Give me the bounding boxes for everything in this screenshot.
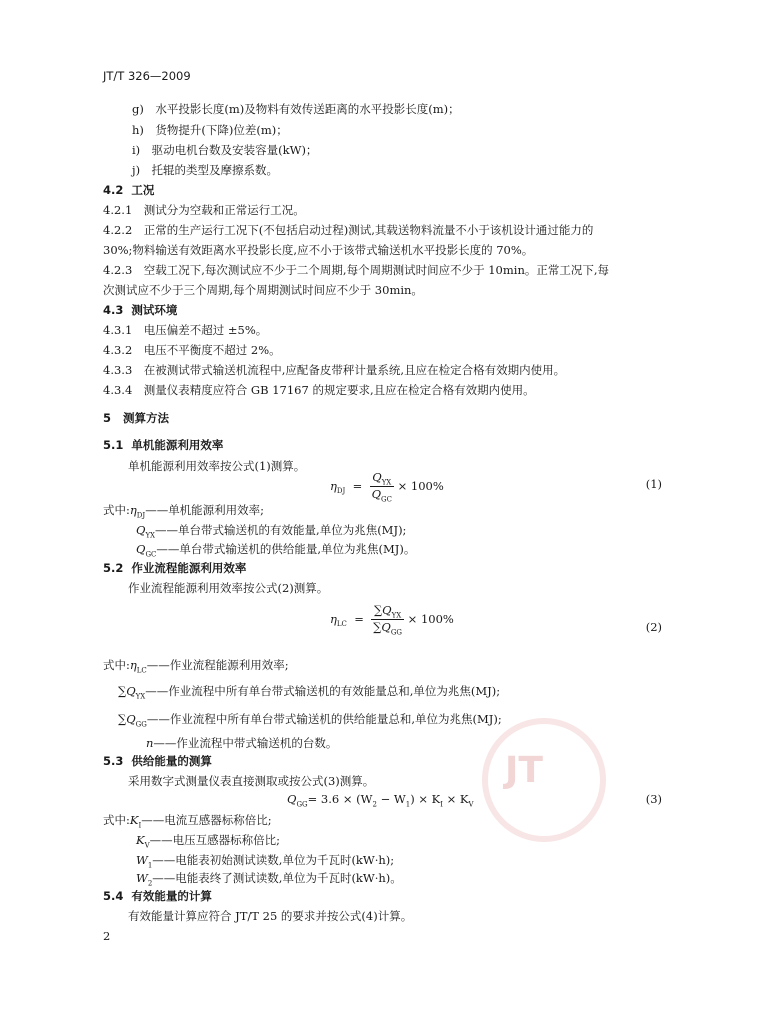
equation-2-number: (2) (645, 620, 662, 634)
where-block-3-row2: $K_V——$电压互感器标称倍比; (136, 833, 281, 850)
section-title: 作业流程能源利用效率 (131, 561, 247, 575)
equation-3-number: (3) (645, 792, 662, 806)
where-block-2-row2: $\sum Q_{YX}——$作业流程中所有单台带式输送机的有效能量总和,单位为兆焦(MJ); (118, 684, 501, 701)
section-5-2-heading (103, 560, 246, 576)
where-block-3-row3: $W_1——$电能表初始测试读数,单位为千瓦时(kW·h); (136, 853, 395, 870)
section-title: 单机能源利用效率 (131, 438, 224, 452)
list-item-j: j) 托辊的类型及摩擦系数。 (132, 163, 279, 177)
where-block-3-row1: 式中$:K_I——$电流互感器标称倍比; (103, 813, 272, 830)
section-number: 5.4 (103, 889, 124, 903)
page-number: 2 (103, 929, 111, 943)
section-number: 5.2 (103, 561, 124, 575)
page-header: JT/T 326—2009 (103, 69, 191, 83)
equation-3: $Q_{GG}= 3.6 \times (W_2 - W_1) \times K_I \times K_V$ (287, 792, 474, 809)
section-5-2-text: 作业流程能源利用效率按公式(2)测算。 (128, 581, 329, 595)
section-5-1-heading (103, 437, 223, 453)
watermark-seal (482, 718, 606, 842)
section-4-2-heading (103, 182, 154, 198)
watermark-logo: JT (505, 750, 543, 791)
section-number: 5 (103, 411, 112, 425)
where-block-2-row3: $\sum Q_{GG}——$作业流程中所有单台带式输送机的供给能量总和,单位为兆焦(MJ); (118, 712, 502, 729)
section-5-heading (103, 410, 169, 426)
clause-4-3-3: 4.3.3 在被测试带式输送机流程中,应配备皮带秤计量系统,且应在检定合格有效期内使用。 (103, 363, 566, 377)
equation-1-number: (1) (645, 477, 662, 491)
section-title: 供给能量的测算 (131, 754, 212, 768)
section-5-3-text: 采用数字式测量仪表直接测取或按公式(3)测算。 (128, 774, 375, 788)
clause-4-2-3-line2: 次测试应不少于三个周期,每个周期测试时间应不少于 30min。 (103, 283, 423, 297)
section-title: 测试环境 (131, 303, 178, 317)
clause-4-2-1: 4.2.1 测试分为空载和正常运行工况。 (103, 203, 305, 217)
clause-4-3-2: 4.3.2 电压不平衡度不超过 2%。 (103, 343, 281, 357)
list-item-h: h) 货物提升(下降)位差(m)； (132, 123, 288, 137)
clause-4-3-1: 4.3.1 电压偏差不超过 ±5%。 (103, 323, 268, 337)
section-number: 4.2 (103, 183, 124, 197)
equation-2: $\eta_{LC}$ = $\frac{\sum Q_{YX}}{\sum Q_{GG}}$ × 100% (330, 603, 454, 637)
where-block-1-row3: $Q_{GC}——$单台带式输送机的供给能量,单位为兆焦(MJ)。 (136, 542, 416, 559)
section-title: 测算方法 (123, 411, 170, 425)
where-block-3-row4: $W_2——$电能表终了测试读数,单位为千瓦时(kW·h)。 (136, 871, 402, 888)
section-4-3-heading (103, 302, 177, 318)
list-item-i: i) 驱动电机台数及安装容量(kW)； (132, 143, 318, 157)
section-5-4-text: 有效能量计算应符合 JT/T 25 的要求并按公式(4)计算。 (128, 909, 413, 923)
where-block-2-row4: n——作业流程中带式输送机的台数。 (146, 736, 338, 750)
clause-4-2-2-line1: 4.2.2 正常的生产运行工况下(不包括启动过程)测试,其载送物料流量不小于该机设计通过能力的 (103, 223, 594, 237)
section-number: 5.1 (103, 438, 124, 452)
equation-1: $\eta_{DJ}$ = $\frac{Q_{YX}}{Q_{GC}}$ × 100% (330, 470, 444, 504)
clause-4-2-2-line2: 30%;物料输送有效距离水平投影长度,应不小于该带式输送机水平投影长度的 70%。 (103, 243, 534, 257)
section-number: 4.3 (103, 303, 124, 317)
where-block-2-row1: 式中$:\eta_{LC}——$作业流程能源利用效率; (103, 658, 289, 675)
section-number: 5.3 (103, 754, 124, 768)
where-block-1-row1: 式中$:\eta_{DJ}——$单机能源利用效率; (103, 503, 265, 520)
list-item-g: g) 水平投影长度(m)及物料有效传送距离的水平投影长度(m)； (132, 102, 460, 116)
section-5-4-heading (103, 888, 212, 904)
section-5-3-heading (103, 753, 212, 769)
clause-4-3-4: 4.3.4 测量仪表精度应符合 GB 17167 的规定要求,且应在检定合格有效期内使用。 (103, 383, 535, 397)
section-title: 有效能量的计算 (131, 889, 212, 903)
where-block-1-row2: $Q_{YX}——$单台带式输送机的有效能量,单位为兆焦(MJ); (136, 523, 407, 540)
section-5-1-text: 单机能源利用效率按公式(1)测算。 (128, 459, 306, 473)
section-title: 工况 (131, 183, 155, 197)
clause-4-2-3-line1: 4.2.3 空载工况下,每次测试应不少于二个周期,每个周期测试时间应不少于 10min。正常工况下,每 (103, 263, 610, 277)
